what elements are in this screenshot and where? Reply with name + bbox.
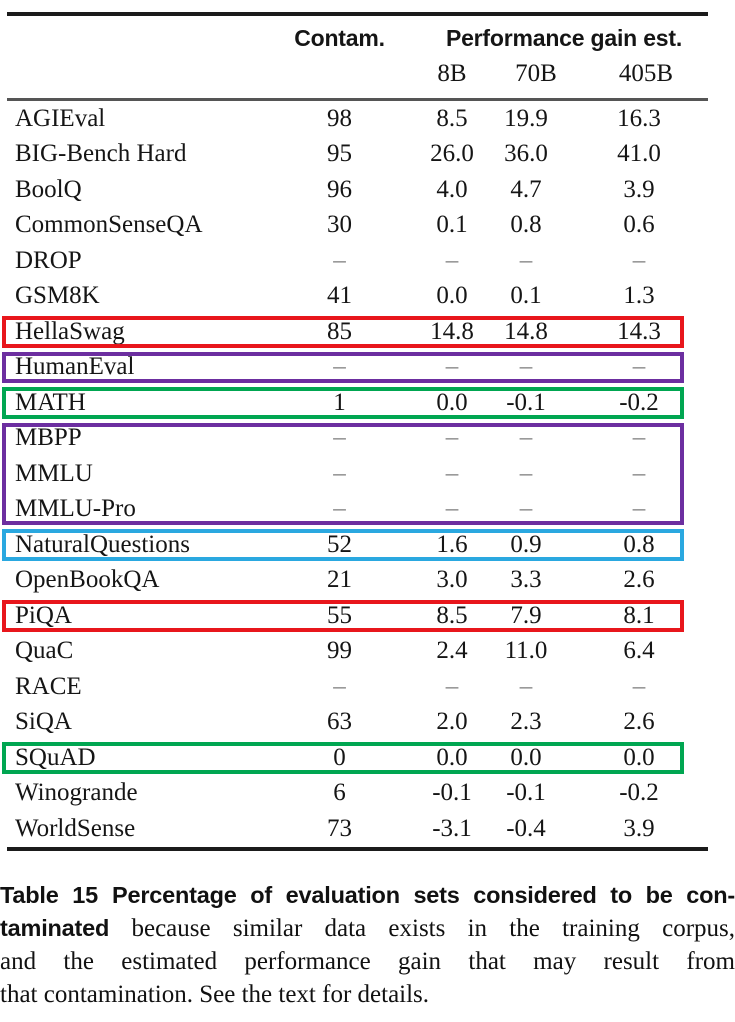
gain-8b: 0.0 bbox=[436, 282, 468, 310]
caption-text: because similar data exists in the training corpus, bbox=[131, 914, 735, 942]
contam-value: 99 bbox=[327, 637, 352, 665]
gain-405b: 0.8 bbox=[623, 530, 655, 558]
benchmark-name: GSM8K bbox=[15, 282, 100, 310]
table-row bbox=[7, 101, 708, 137]
table-row bbox=[7, 669, 708, 705]
caption-line-4 bbox=[0, 978, 735, 1011]
gain-405b: 0.6 bbox=[623, 211, 655, 239]
caption-table-label: Table 15 bbox=[0, 881, 98, 908]
table-row bbox=[7, 634, 708, 670]
table-row bbox=[7, 385, 708, 421]
gain-8b: 0.0 bbox=[436, 388, 468, 416]
gain-405b: 8.1 bbox=[623, 601, 655, 629]
gain-8b: 14.8 bbox=[430, 317, 474, 345]
gain-405b: – bbox=[632, 246, 646, 274]
gain-70b: – bbox=[519, 353, 533, 381]
gain-8b: – bbox=[445, 495, 459, 523]
gain-70b: – bbox=[519, 672, 533, 700]
benchmark-name: MMLU bbox=[15, 459, 93, 487]
contam-value: 73 bbox=[327, 814, 352, 842]
gain-70b: 36.0 bbox=[504, 140, 548, 168]
gain-70b: 2.3 bbox=[510, 708, 542, 736]
table-body bbox=[7, 101, 708, 847]
gain-8b: 2.4 bbox=[436, 637, 468, 665]
gain-70b: 11.0 bbox=[504, 637, 548, 665]
contam-value: – bbox=[333, 424, 346, 452]
gain-70b: 0.1 bbox=[510, 282, 542, 310]
contam-value: – bbox=[333, 459, 346, 487]
contam-value: 30 bbox=[327, 211, 352, 239]
gain-405b: 0.0 bbox=[623, 743, 655, 771]
header-spacer bbox=[7, 88, 708, 98]
highlight-box-green bbox=[7, 740, 708, 776]
gain-8b: 0.1 bbox=[436, 211, 468, 239]
gain-405b: – bbox=[632, 353, 646, 381]
gain-70b: -0.1 bbox=[506, 388, 546, 416]
gain-70b: -0.1 bbox=[506, 779, 546, 807]
table-row bbox=[7, 740, 708, 776]
table-row bbox=[7, 279, 708, 315]
gain-8b: 2.0 bbox=[436, 708, 468, 736]
benchmark-name: QuaC bbox=[15, 637, 74, 665]
benchmark-name: SiQA bbox=[15, 708, 72, 736]
contam-value: 21 bbox=[327, 566, 352, 594]
header-405b: 405B bbox=[618, 60, 674, 87]
table-bottom-rule bbox=[7, 847, 708, 851]
benchmark-name: BoolQ bbox=[15, 175, 82, 203]
header-contam: Contam. bbox=[294, 24, 385, 51]
table-row bbox=[7, 705, 708, 741]
table-row bbox=[7, 208, 708, 244]
gain-405b: -0.2 bbox=[619, 388, 659, 416]
contam-value: 55 bbox=[327, 601, 352, 629]
table-row bbox=[7, 243, 708, 279]
gain-8b: 26.0 bbox=[430, 140, 474, 168]
gain-405b: 2.6 bbox=[623, 566, 655, 594]
caption-text: that contamination. See the text for details. bbox=[0, 980, 430, 1008]
gain-8b: 3.0 bbox=[436, 566, 468, 594]
table-row bbox=[7, 172, 708, 208]
highlight-box-purple bbox=[7, 421, 708, 528]
gain-70b: -0.4 bbox=[506, 814, 546, 842]
highlight-box-blue bbox=[7, 527, 708, 563]
caption-text: and the estimated performance gain that may result from bbox=[0, 947, 735, 975]
highlight-box-purple bbox=[7, 350, 708, 386]
contam-value: 96 bbox=[327, 175, 352, 203]
benchmark-name: MATH bbox=[15, 388, 86, 416]
gain-70b: 0.0 bbox=[510, 743, 542, 771]
contam-value: 41 bbox=[327, 282, 352, 310]
gain-405b: 1.3 bbox=[623, 282, 655, 310]
gain-8b: -0.1 bbox=[432, 779, 472, 807]
benchmark-name: BIG-Bench Hard bbox=[15, 140, 187, 168]
benchmark-name: MBPP bbox=[15, 424, 82, 452]
table-row bbox=[7, 811, 708, 847]
contam-value: – bbox=[333, 246, 346, 274]
gain-405b: – bbox=[632, 424, 646, 452]
gain-8b: – bbox=[445, 459, 459, 487]
table-row bbox=[7, 598, 708, 634]
table-row bbox=[7, 137, 708, 173]
caption-line-2 bbox=[0, 912, 735, 945]
contam-value: 63 bbox=[327, 708, 352, 736]
gain-405b: 2.6 bbox=[623, 708, 655, 736]
table-row bbox=[7, 492, 708, 528]
gain-70b: 0.9 bbox=[510, 530, 542, 558]
table-row bbox=[7, 421, 708, 457]
gain-405b: – bbox=[632, 672, 646, 700]
contam-value: 0 bbox=[333, 743, 346, 771]
header-performance-gain: Performance gain est. bbox=[445, 24, 683, 51]
gain-8b: 8.5 bbox=[436, 601, 468, 629]
benchmark-name: PiQA bbox=[15, 601, 72, 629]
benchmark-name: Winogrande bbox=[15, 779, 138, 807]
caption-line-3 bbox=[0, 945, 735, 978]
gain-405b: 16.3 bbox=[617, 104, 661, 132]
highlight-box-red bbox=[7, 598, 708, 634]
header-8b: 8B bbox=[437, 60, 467, 87]
benchmark-name: DROP bbox=[15, 246, 82, 274]
gain-8b: 0.0 bbox=[436, 743, 468, 771]
benchmark-name: CommonSenseQA bbox=[15, 211, 203, 239]
contam-value: 6 bbox=[333, 779, 346, 807]
table-header-row-2 bbox=[7, 60, 708, 88]
gain-405b: 41.0 bbox=[617, 140, 661, 168]
table-header-row-1 bbox=[7, 16, 708, 60]
benchmark-name: SQuAD bbox=[15, 743, 96, 771]
benchmark-name: RACE bbox=[15, 672, 82, 700]
gain-8b: 4.0 bbox=[436, 175, 468, 203]
table-row bbox=[7, 350, 708, 386]
contam-value: 52 bbox=[327, 530, 352, 558]
contam-value: – bbox=[333, 672, 346, 700]
contam-value: 98 bbox=[327, 104, 352, 132]
contam-value: 95 bbox=[327, 140, 352, 168]
benchmark-name: WorldSense bbox=[15, 814, 136, 842]
contam-value: 1 bbox=[333, 388, 346, 416]
gain-70b: – bbox=[519, 495, 533, 523]
caption-line-1 bbox=[0, 879, 735, 912]
gain-8b: – bbox=[445, 672, 459, 700]
gain-405b: 3.9 bbox=[623, 814, 655, 842]
table-caption bbox=[0, 879, 735, 1011]
highlight-box-green bbox=[7, 385, 708, 421]
gain-405b: – bbox=[632, 495, 646, 523]
gain-8b: -3.1 bbox=[432, 814, 472, 842]
benchmark-name: NaturalQuestions bbox=[15, 530, 190, 558]
table-row bbox=[7, 776, 708, 812]
gain-8b: – bbox=[445, 353, 459, 381]
paper-table-figure bbox=[0, 12, 735, 1022]
benchmark-name: MMLU-Pro bbox=[15, 495, 136, 523]
benchmark-name: HellaSwag bbox=[15, 317, 125, 345]
gain-70b: 19.9 bbox=[504, 104, 548, 132]
caption-bold-text: Percentage of evaluation sets considered to be con- bbox=[111, 881, 735, 908]
gain-405b: 14.3 bbox=[617, 317, 661, 345]
gain-405b: 3.9 bbox=[623, 175, 655, 203]
contamination-table bbox=[7, 12, 708, 851]
caption-bold-text: taminated bbox=[0, 914, 110, 941]
gain-405b: 6.4 bbox=[623, 637, 655, 665]
benchmark-name: HumanEval bbox=[15, 353, 135, 381]
gain-70b: 14.8 bbox=[504, 317, 548, 345]
gain-70b: – bbox=[519, 459, 533, 487]
contam-value: – bbox=[333, 495, 346, 523]
highlight-box-red bbox=[7, 314, 708, 350]
header-70b: 70B bbox=[515, 60, 557, 87]
table-row bbox=[7, 314, 708, 350]
table-row bbox=[7, 527, 708, 563]
gain-70b: 7.9 bbox=[510, 601, 542, 629]
table-row bbox=[7, 456, 708, 492]
table-row bbox=[7, 563, 708, 599]
benchmark-name: OpenBookQA bbox=[15, 566, 160, 594]
contam-value: – bbox=[333, 353, 346, 381]
gain-70b: 3.3 bbox=[510, 566, 542, 594]
gain-8b: – bbox=[445, 246, 459, 274]
gain-8b: – bbox=[445, 424, 459, 452]
benchmark-name: AGIEval bbox=[15, 104, 106, 132]
gain-70b: – bbox=[519, 424, 533, 452]
gain-8b: 1.6 bbox=[436, 530, 468, 558]
gain-70b: 4.7 bbox=[510, 175, 542, 203]
gain-8b: 8.5 bbox=[436, 104, 468, 132]
contam-value: 85 bbox=[327, 317, 352, 345]
gain-70b: 0.8 bbox=[510, 211, 542, 239]
gain-405b: – bbox=[632, 459, 646, 487]
gain-405b: -0.2 bbox=[619, 779, 659, 807]
gain-70b: – bbox=[519, 246, 533, 274]
